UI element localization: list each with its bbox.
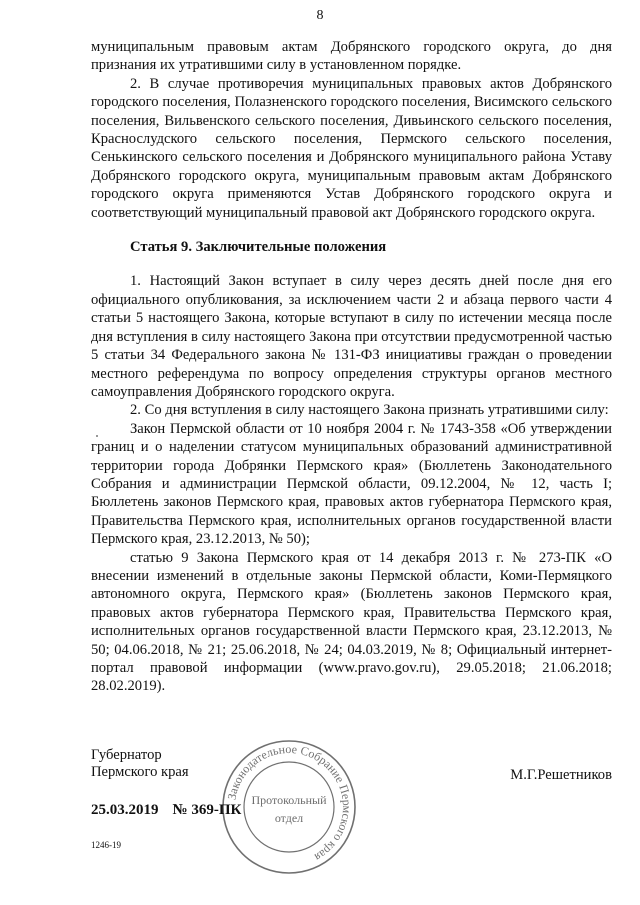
paragraph-repeal-intro: 2. Со дня вступления в силу настоящего Закона признать утратившими силу: bbox=[130, 402, 609, 419]
law-date: 25.03.2019 bbox=[91, 802, 159, 818]
scan-speck bbox=[96, 435, 98, 437]
paragraph-repealed-law-1: Закон Пермской области от 10 ноября 2004 г. № 1743-358 «Об утверждении границ и о наделении статусом муниципальных образований административной территории города Добрянки Пермского края» (Бюллетень Законодательного Собрания и администрации Пермской области, 09.12.2004, № 12, часть I; Бюллетень законов Пермского края, правовых актов губернатора Пермского края, Правительства Пермского края, исполнительных органов государственной власти Пермского края, 23.12.2013, № 50); bbox=[91, 420, 612, 548]
page-number: 8 bbox=[316, 8, 324, 23]
stamp-center-line1: Протокольный bbox=[251, 793, 327, 807]
registration-code: 1246-19 bbox=[91, 840, 121, 850]
document-body bbox=[91, 38, 612, 696]
paragraph-repealed-law-2: статью 9 Закона Пермского края от 14 декабря 2013 г. № 273-ПК «О внесении изменений в отдельные законы Пермской области, Коми-Пермяцкого автономного округа, Пермского края» (Бюллетень законов Пермского края, правовых актов губернатора Пермского края, Правительства Пермского края, исполнительных органов государственной власти Пермского края, 23.12.2013, № 50; 04.06.2018, № 21; 25.06.2018, № 24; 04.03.2019, № 8; Официальный интернет-портал правовой информации (www.pravo.gov.ru), 29.05.2018; 21.06.2018; 28.02.2019). bbox=[91, 549, 612, 695]
paragraph-continuation: муниципальным правовым актам Добрянского городского округа, до дня признания их утратившими силу в установленном порядке. bbox=[91, 39, 612, 74]
stamp-center-line2: отдел bbox=[274, 811, 304, 825]
signer-title-line1: Губернатор bbox=[91, 747, 162, 763]
article-heading: Статья 9. Заключительные положения bbox=[130, 239, 387, 256]
stamp-ring-text: Законодательное Собрание Пермского края bbox=[224, 741, 355, 865]
paragraph-entry-into-force: 1. Настоящий Закон вступает в силу через десять дней после дня его официального опубликования, за исключением части 2 и абзаца первого части 4 статьи 5 настоящего Закона, которые вступают в силу по истечении месяца после дня вступления в силу настоящего Закона при отсутствии предусмотренной частью 5 статьи 34 Федерального закона № 131-ФЗ инициативы граждан о проведении местного референдума по вопросу определения структуры органов местного самоуправления Добрянского городского округа. bbox=[91, 273, 612, 400]
paragraph-conflict-rule: 2. В случае противоречия муниципальных правовых актов Добрянского городского поселения, Полазненского городского поселения, Висимского сельского поселения, Вильвенского сельского поселения, Дивьинского сельского поселения, Краснослудского сельского поселения, Пермского сельского поселения, Сенькинского сельского поселения и Добрянского муниципального района Уставу Добрянского городского округа, муниципальным правовым актам Добрянского городского округа применяются Устав Добрянского городского округа и соответствующий муниципальный правовой акт Добрянского городского округа. bbox=[91, 75, 612, 221]
law-date-number bbox=[91, 802, 241, 819]
signer-name: М.Г.Решетников bbox=[510, 767, 612, 783]
law-number: № 369-ПК bbox=[172, 802, 242, 818]
signer-title-line2: Пермского края bbox=[91, 764, 189, 780]
